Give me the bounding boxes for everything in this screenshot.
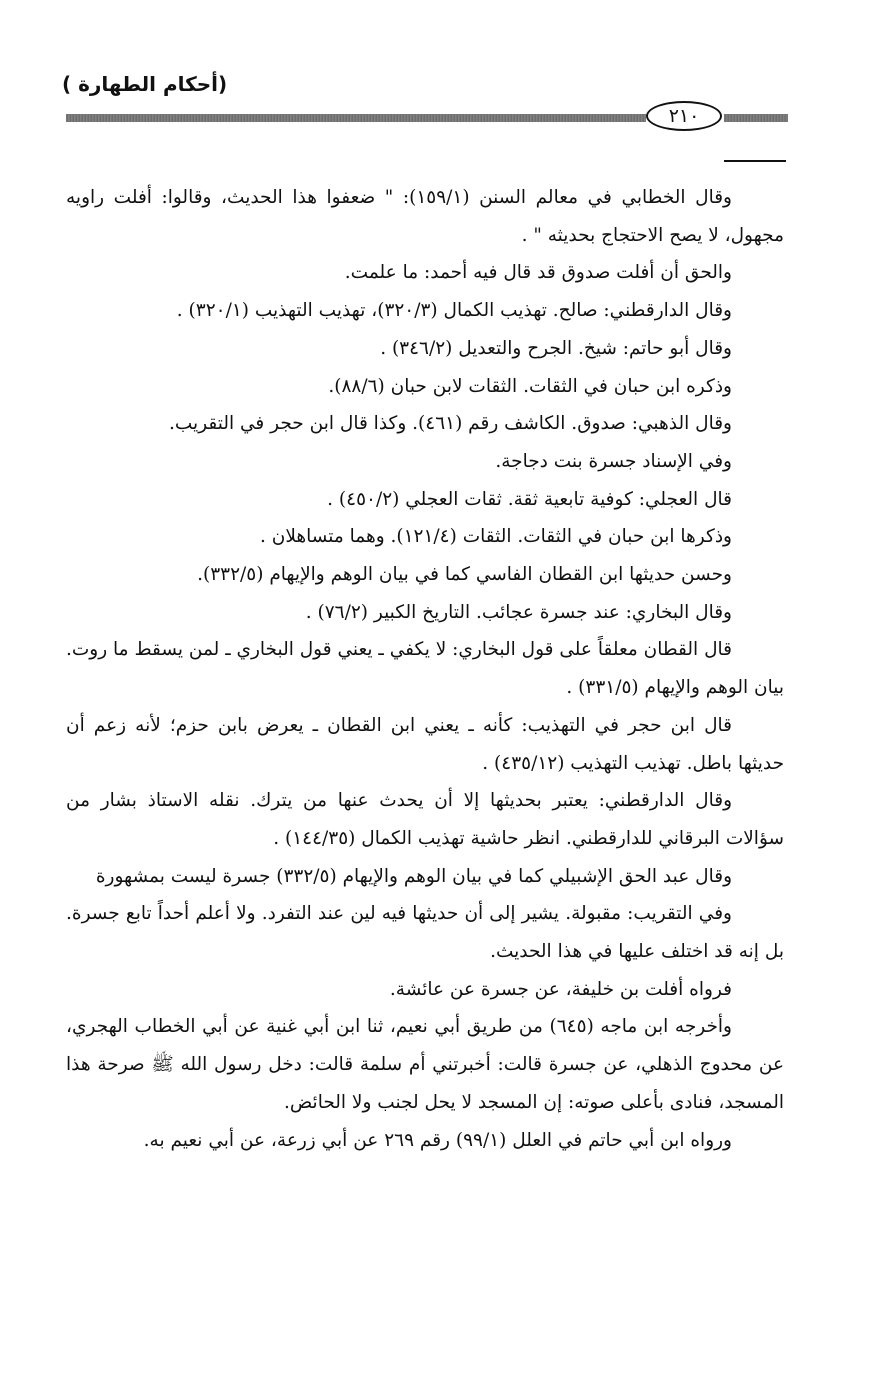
paragraph: وفي الإسناد جسرة بنت دجاجة.	[495, 450, 732, 472]
paragraph: وقال الذهبي: صدوق. الكاشف رقم (٤٦١). وكذا قال ابن حجر في التقريب.	[169, 413, 732, 435]
paragraph: قال القطان معلقاً على قول البخاري: لا يكفي ـ يعني قول البخاري ـ لمن يسقط ما روت. بيان الوهم والإيهام (٣٣١/٥) .	[65, 639, 784, 699]
paragraph: وفي التقريب: مقبولة. يشير إلى أن حديثها فيه لين عند التفرد. ولا أعلم أحداً تابع جسرة. بل إنه قد اختلف عليها في هذا الحديث.	[66, 903, 784, 963]
paragraph: فرواه أفلت بن خليفة، عن جسرة عن عائشة.	[389, 978, 732, 1000]
header-rule-left	[66, 114, 646, 122]
paragraph: وقال عبد الحق الإشبيلي كما في بيان الوهم والإيهام (٣٣٢/٥) جسرة ليست بمشهورة	[95, 865, 732, 887]
footnote-separator	[724, 160, 786, 162]
paragraph: والحق أن أفلت صدوق قد قال فيه أحمد: ما علمت.	[344, 262, 732, 284]
paragraph: وقال الدارقطني: يعتبر بحديثها إلا أن يحدث عنها من يترك. نقله الاستاذ بشار من سؤالات البرقاني للدارقطني. انظر حاشية تهذيب الكمال (١٤٤/٣٥) .	[66, 790, 784, 849]
paragraph: وقال البخاري: عند جسرة عجائب. التاريخ الكبير (٧٦/٢) .	[305, 601, 732, 623]
header-rule-right	[724, 114, 788, 122]
paragraph: وحسن حديثها ابن القطان الفاسي كما في بيان الوهم والإيهام (٣٣٢/٥).	[197, 564, 732, 586]
running-title: (أحكام الطهارة )	[62, 72, 228, 96]
paragraph: وقال أبو حاتم: شيخ. الجرح والتعديل (٣٤٦/٢) .	[380, 337, 732, 359]
paragraph: قال العجلي: كوفية تابعية ثقة. ثقات العجلي (٤٥٠/٢) .	[327, 488, 732, 510]
paragraph: ورواه ابن أبي حاتم في العلل (٩٩/١) رقم ٢٦٩ عن أبي زرعة، عن أبي نعيم به.	[143, 1129, 732, 1151]
paragraph: وذكرها ابن حبان في الثقات. الثقات (١٢١/٤). وهما متساهلان .	[259, 526, 732, 548]
paragraph: وأخرجه ابن ماجه (٦٤٥) من طريق أبي نعيم، ثنا ابن أبي غنية عن أبي الخطاب الهجري، عن محدوج الذهلي، عن جسرة قالت: أخبرتني أم سلمة قالت: دخل رسول الله ﷺ صرحة هذا المسجد، فنادى بأعلى صوته: إن المسجد لا يحل لجنب ولا الحائض.	[66, 1016, 784, 1113]
paragraph: وقال الدارقطني: صالح. تهذيب الكمال (٣٢٠/٣)، تهذيب التهذيب (٣٢٠/١) .	[176, 300, 732, 322]
paragraph: وذكره ابن حبان في الثقات. الثقات لابن حبان (٨٨/٦).	[328, 375, 732, 397]
footnote-body	[66, 179, 784, 1159]
paragraph: قال ابن حجر في التهذيب: كأنه ـ يعني ابن القطان ـ يعرض بابن حزم؛ لأنه زعم أن حديثها باطل. تهذيب التهذيب (٤٣٥/١٢) .	[66, 714, 784, 774]
paragraph: وقال الخطابي في معالم السنن (١٥٩/١): " ضعفوا هذا الحديث، وقالوا: أفلت راويه مجهول، لا يصح الاحتجاج بحديثه " .	[66, 187, 784, 246]
page-number: ٢١٠	[646, 101, 722, 131]
